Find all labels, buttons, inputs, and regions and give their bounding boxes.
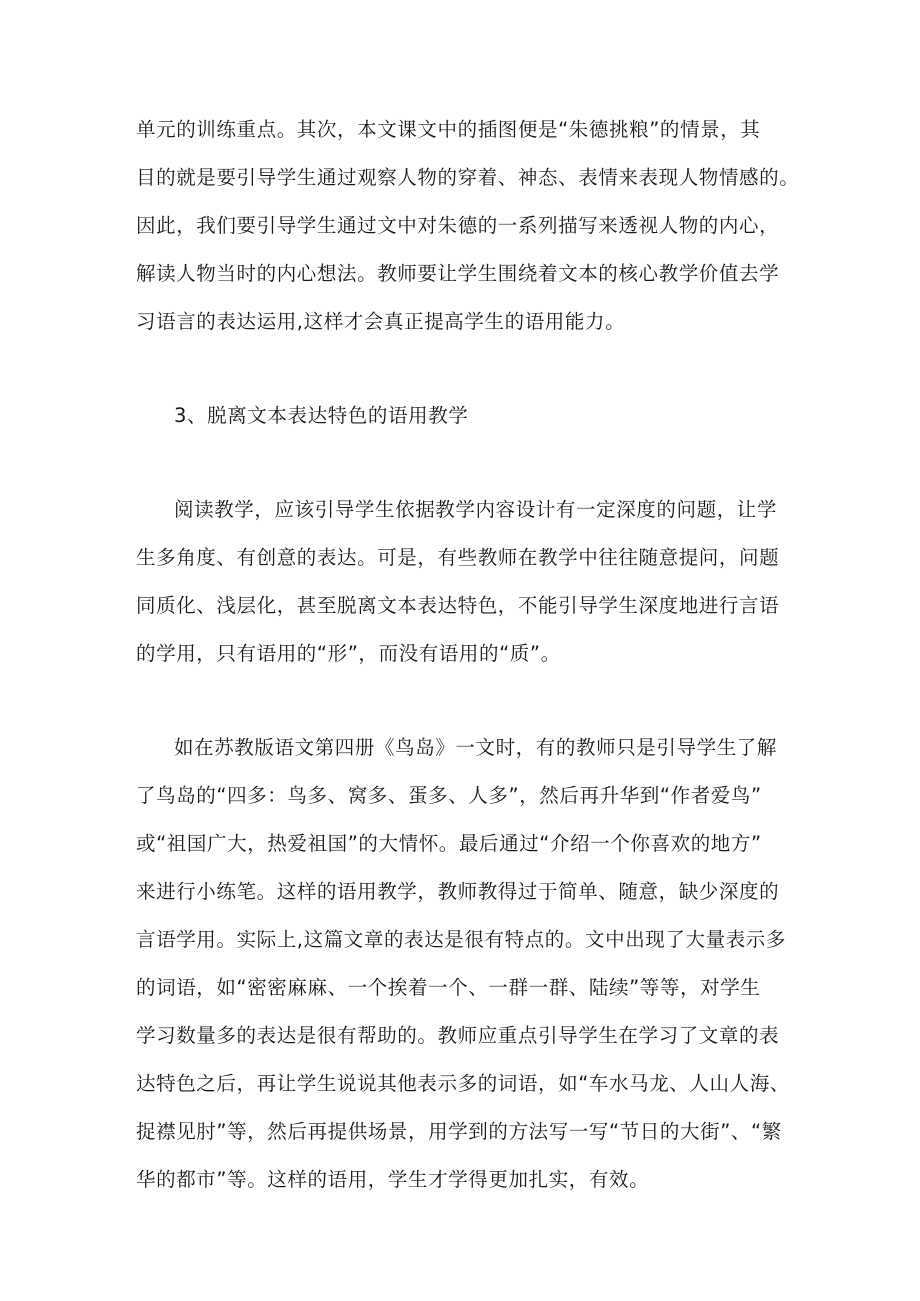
text-line: 的学用，只有语用的“形”，而没有语用的“质”。 [136,642,561,665]
paragraph-3 [136,724,796,1204]
text-line: 阅读教学，应该引导学生依据教学内容设计有一定深度的问题，让学 [174,498,778,521]
text-line: 的词语，如“密密麻麻、一个挨着一个、一群一群、陆续”等等，对学生 [136,976,761,999]
paragraph-gap [136,678,796,724]
document-body [136,106,800,1204]
paragraph-gap [136,346,796,392]
text-line: 学习数量多的表达是很有帮助的。教师应重点引导学生在学习了文章的表 [136,1024,780,1047]
text-line: 单元的训练重点。其次，本文课文中的插图便是“朱德挑粮”的情景，其 [136,118,761,141]
text-line: 如在苏教版语文第四册《鸟岛》一文时，有的教师只是引导学生了解 [174,736,778,759]
text-line: 捉襟见肘”等，然后再提供场景，用学到的方法写一写“节日的大街”、“繁 [136,1120,782,1143]
text-line: 解读人物当时的内心想法。教师要让学生围绕着文本的核心教学价值去学 [136,262,780,285]
text-line: 习语言的表达运用,这样才会真正提高学生的语用能力。 [136,310,626,333]
text-line: 了鸟岛的“四多：鸟多、窝多、蛋多、人多”，然后再升华到“作者爱鸟” [136,784,762,807]
paragraph-2 [136,486,796,678]
paragraph-1 [136,106,800,346]
text-line: 达特色之后，再让学生说说其他表示多的词语，如“车水马龙、人山人海、 [136,1072,790,1095]
text-line: 目的就是要引导学生通过观察人物的穿着、神态、表情来表现人物情感的。 [136,166,800,189]
text-line: 言语学用。实际上,这篇文章的表达是很有特点的。文中出现了大量表示多 [136,928,786,951]
text-line: 来进行小练笔。这样的语用教学，教师教得过于简单、随意，缺少深度的 [136,880,780,903]
text-line: 因此，我们要引导学生通过文中对朱德的一系列描写来透视人物的内心， [136,214,780,237]
paragraph-gap [136,440,796,486]
text-line: 华的都市”等。这样的语用，学生才学得更加扎实，有效。 [136,1168,650,1191]
text-line: 或“祖国广大，热爱祖国”的大情怀。最后通过“介绍一个你喜欢的地方” [136,832,762,855]
section-heading: 3、脱离文本表达特色的语用教学 [174,404,469,427]
text-line: 生多角度、有创意的表达。可是，有些教师在教学中往往随意提问，问题 [136,546,780,569]
text-line: 同质化、浅层化，甚至脱离文本表达特色，不能引导学生深度地进行言语 [136,594,780,617]
